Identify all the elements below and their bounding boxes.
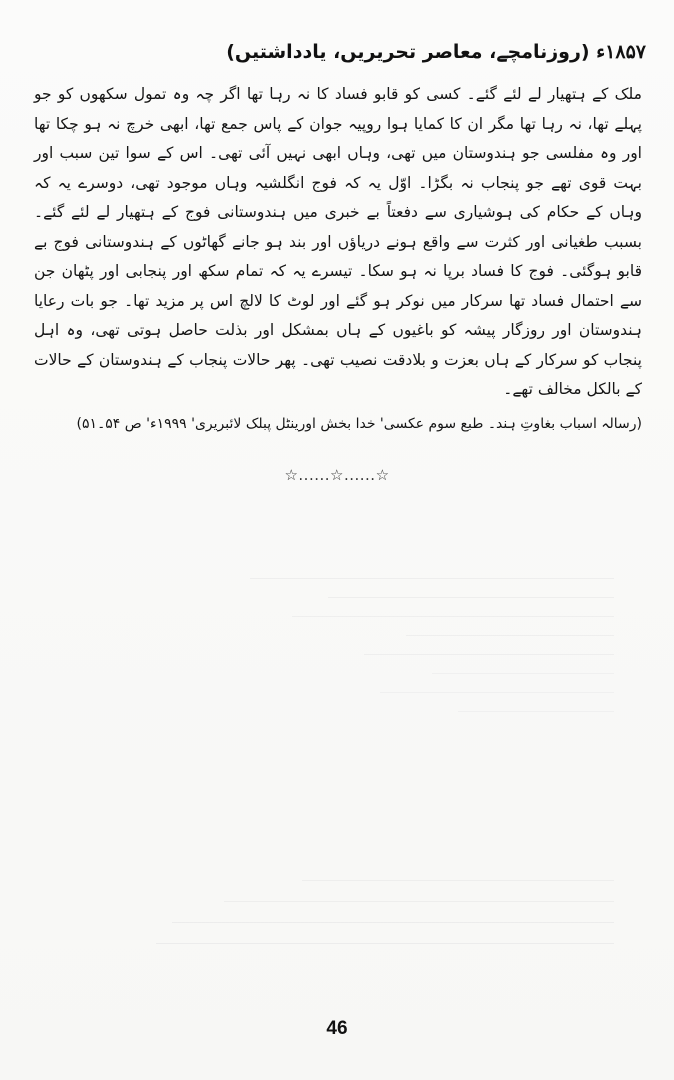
show-through-decoration <box>94 560 614 712</box>
show-through-decoration-lower <box>94 860 614 944</box>
running-header <box>26 38 646 66</box>
header-year: ۱۸۵۷ء <box>596 41 646 63</box>
star-divider: ☆......☆......☆ <box>284 466 390 484</box>
page-number: 46 <box>326 1018 348 1039</box>
header-subtitle: (روزنامچے، معاصر تحریریں، یادداشتیں) <box>226 41 590 63</box>
body-paragraph: ملک کے ہتھیار لے لئے گئے۔ کسی کو قابو فساد کا نہ رہا تھا اگر چہ وہ تمول سکھوں کو جو پہلے تھا، نہ رہا تھا مگر ان کا کمایا ہوا روپیہ جوان کے پاس جمع تھا، ابھی خرچ نہ ہو چکا تھا اور وہ مفلسی جو ہندوستان میں تھی، وہاں ابھی نہیں آئی تھی۔ اس کے سوا تین سبب اور بہت قوی تھے جو پنجاب نہ بگڑا۔ اوّل یہ کہ فوج انگلشیہ وہاں موجود تھی، دوسرے یہ کہ وہاں کے حکام کی ہوشیاری سے دفعتاً بے خبری میں ہندوستانی فوج کے ہتھیار لے لئے گئے۔ بسبب طغیانی اور کثرت سے واقع ہونے دریاؤں اور بند ہو جانے گھاٹوں کے ہندوستانی فوج بے قابو ہوگئی۔ فوج کا فساد برپا نہ ہو سکا۔ تیسرے یہ کہ تمام سکھ اور پنجابی اور پٹھان جن سے احتمال فساد تھا سرکار میں نوکر ہو گئے اور لوٹ کا لالچ اس پر مزید تھا۔ جو بات رعایا ہندوستان اور روزگار پیشہ کو باغیوں کے ہاں بمشکل اور بذلت حاصل ہوتی تھی، وہ اہل پنجاب کو سرکار کے ہاں بعزت و بلادقت نصیب تھی۔ پھر حالات پنجاب کے ہندوستان کے حالات کے بالکل مخالف تھے۔ <box>34 85 642 398</box>
source-citation: (رسالہ اسباب بغاوتِ ہند۔ طبع سوم عکسی' خدا بخش اورینٹل پبلک لائبریری' ۱۹۹۹ء' ص ۵۴۔۵۱) <box>76 416 642 432</box>
